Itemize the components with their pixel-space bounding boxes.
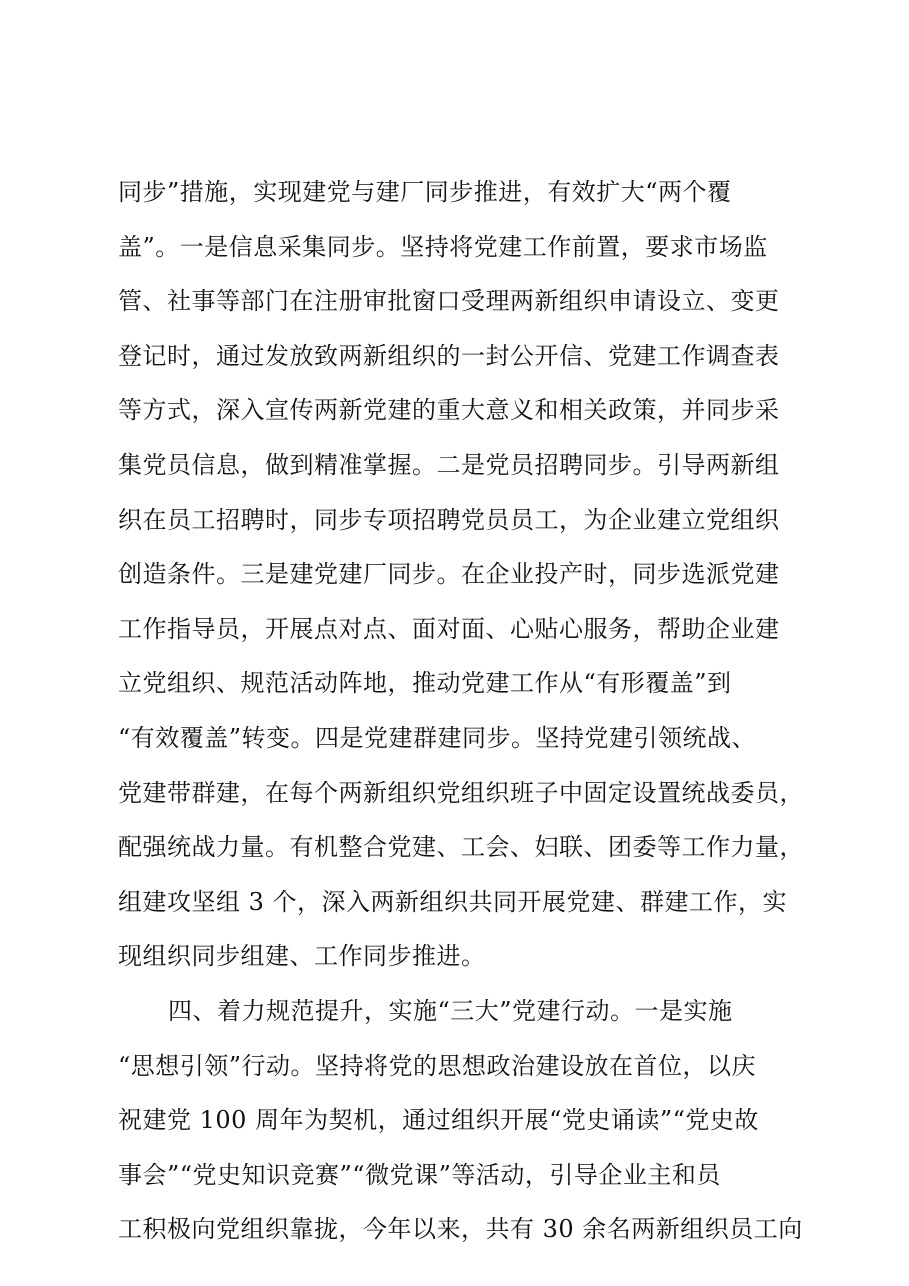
text-line: 事会”“党史知识竞赛”“微党课”等活动，引导企业主和员 <box>118 1160 721 1189</box>
text-line: 现组织同步组建、工作同步推进。 <box>118 942 486 971</box>
text-line: 组建攻坚组 3 个，深入两新组织共同开展党建、群建工作，实 <box>118 887 788 916</box>
text-line: 织在员工招聘时，同步专项招聘党员员工，为企业建立党组织 <box>118 505 780 534</box>
text-line: 党建带群建，在每个两新组织党组织班子中固定设置统战委员， <box>118 778 804 807</box>
text-line: 登记时，通过发放致两新组织的一封公开信、党建工作调查表 <box>118 341 780 370</box>
text-line: 祝建党 100 周年为契机，通过组织开展“党史诵读”“党史故 <box>118 1106 759 1135</box>
text-line: 工积极向党组织靠拢，今年以来，共有 30 余名两新组织员工向 <box>118 1215 803 1244</box>
text-line: 集党员信息，做到精准掌握。二是党员招聘同步。引导两新组 <box>118 450 780 479</box>
body-text <box>118 165 808 1257</box>
text-line: 同步”措施，实现建党与建厂同步推进，有效扩大“两个覆 <box>118 178 732 206</box>
text-line: 盖”。一是信息采集同步。坚持将党建工作前置，要求市场监 <box>118 232 768 261</box>
text-line: 立党组织、规范活动阵地，推动党建工作从“有形覆盖”到 <box>118 669 732 698</box>
text-line: 配强统战力量。有机整合党建、工会、妇联、团委等工作力量， <box>118 833 804 862</box>
paragraph-heading-line: 四、着力规范提升，实施“三大”党建行动。一是实施 <box>168 996 733 1025</box>
text-line: “思想引领”行动。坚持将党的思想政治建设放在首位，以庆 <box>118 1051 757 1080</box>
text-line: 等方式，深入宣传两新党建的重大意义和相关政策，并同步采 <box>118 396 780 425</box>
text-line: “有效覆盖”转变。四是党建群建同步。坚持党建引领统战、 <box>118 723 757 752</box>
text-line: 工作指导员，开展点对点、面对面、心贴心服务，帮助企业建 <box>118 614 780 643</box>
text-line: 管、社事等部门在注册审批窗口受理两新组织申请设立、变更 <box>118 287 780 316</box>
text-line: 创造条件。三是建党建厂同步。在企业投产时，同步选派党建 <box>118 560 780 589</box>
